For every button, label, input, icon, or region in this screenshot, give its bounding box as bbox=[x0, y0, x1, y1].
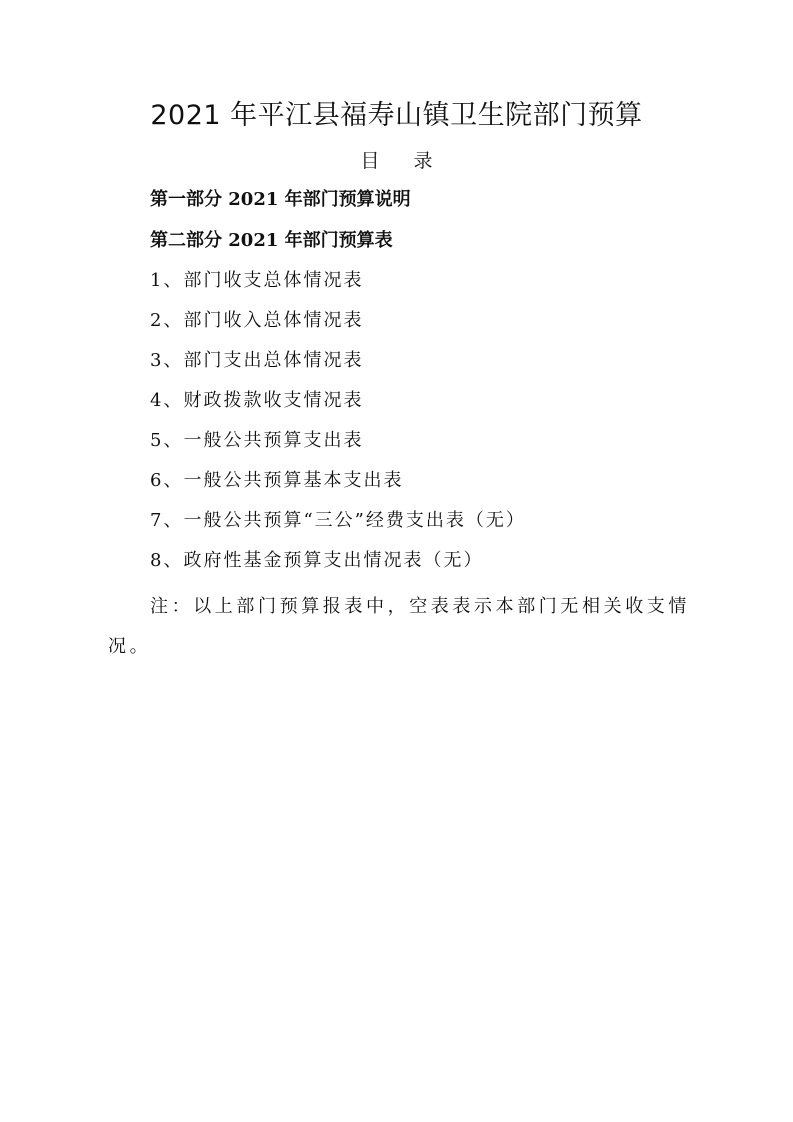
toc-heading: 目 录 bbox=[360, 150, 447, 172]
toc-part-2: 第二部分 2021 年部门预算表 bbox=[150, 230, 393, 251]
document-title: 2021 年平江县福寿山镇卫生院部门预算 bbox=[150, 100, 643, 131]
toc-item-5: 5、一般公共预算支出表 bbox=[150, 430, 364, 451]
toc-item-7: 7、一般公共预算“三公”经费支出表（无） bbox=[150, 510, 526, 531]
note-paragraph: 注：以上部门预算报表中，空表表示本部门无相关收支情况。 bbox=[108, 596, 690, 657]
toc-item-3: 3、部门支出总体情况表 bbox=[150, 350, 364, 371]
toc-item-6: 6、一般公共预算基本支出表 bbox=[150, 470, 404, 491]
toc-item-8: 8、政府性基金预算支出情况表（无） bbox=[150, 550, 484, 571]
toc-part-1: 第一部分 2021 年部门预算说明 bbox=[150, 189, 411, 210]
toc-item-4: 4、财政拨款收支情况表 bbox=[150, 390, 364, 411]
toc-item-2: 2、部门收入总体情况表 bbox=[150, 310, 364, 331]
toc-item-1: 1、部门收支总体情况表 bbox=[150, 270, 364, 291]
